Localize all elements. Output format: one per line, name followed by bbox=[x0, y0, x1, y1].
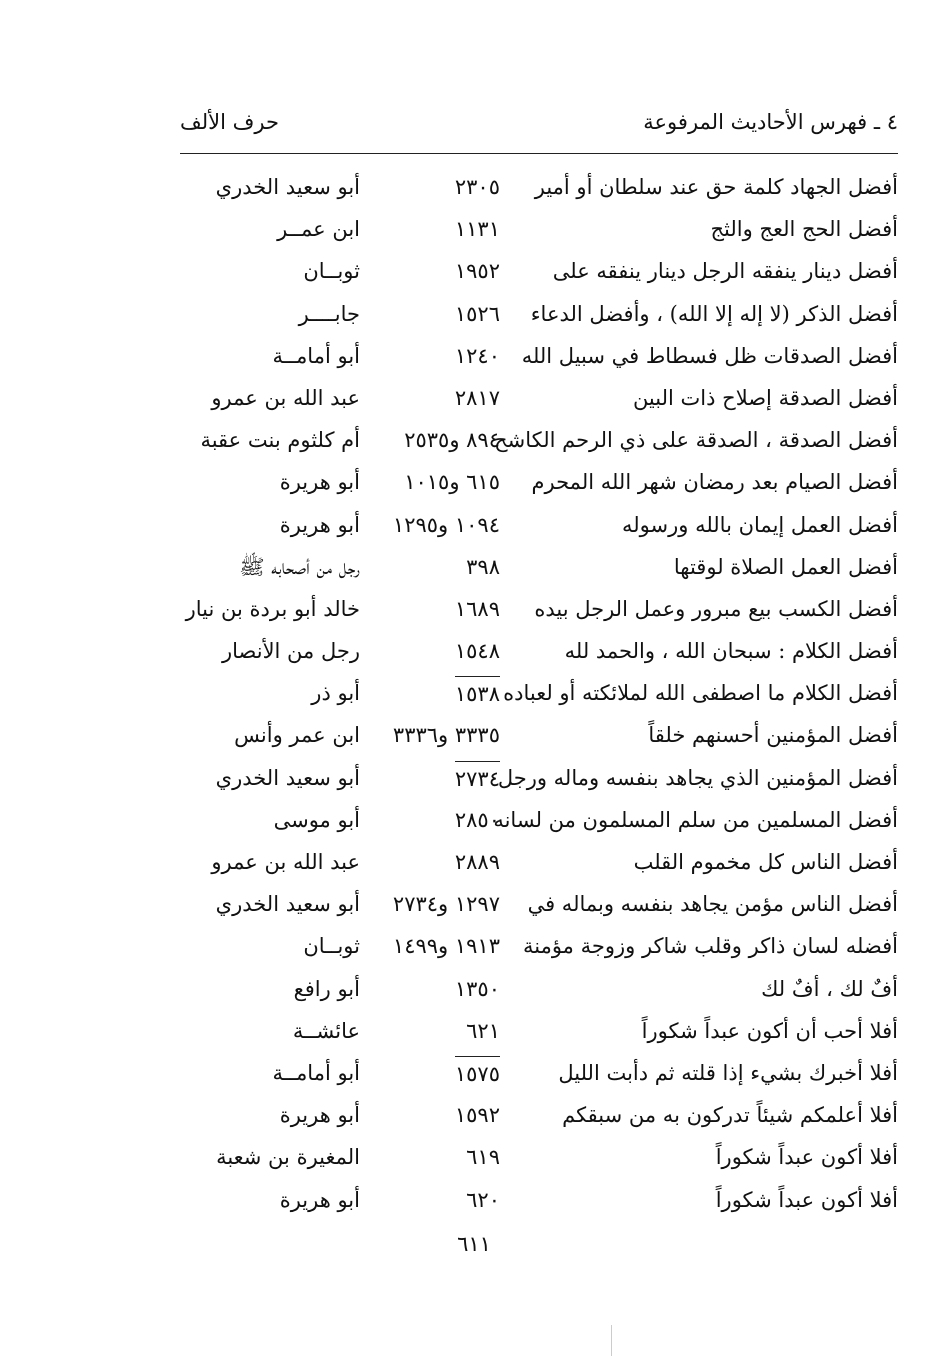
hadith-text: أفضل الجهاد كلمة حق عند سلطان أو أمير bbox=[534, 175, 898, 199]
page-header bbox=[180, 110, 898, 146]
header-rule bbox=[180, 153, 898, 154]
list-item bbox=[150, 714, 898, 756]
hadith-number: ١٦٨٩ bbox=[454, 596, 500, 621]
list-item bbox=[150, 672, 898, 714]
hadith-text: أفٌ لك ، أفٌ لك bbox=[761, 976, 898, 1001]
list-item bbox=[150, 841, 898, 883]
hadith-number: ١١٣١ bbox=[454, 217, 500, 242]
hadith-text: أفضل الصدقة ، الصدقة على ذي الرحم الكاشح bbox=[494, 428, 898, 453]
narrator-name: أبو هريرة bbox=[279, 1187, 360, 1212]
hadith-text: أفلا أخبرك بشيء إذا قلته ثم دأبت الليل bbox=[558, 1060, 898, 1085]
narrator-name: أبو هريرة bbox=[279, 1103, 360, 1128]
hadith-number: ٨٩٤ و٢٥٣٥ bbox=[404, 428, 500, 453]
hadith-text: أفلا أحب أن أكون عبداً شكوراً bbox=[641, 1018, 898, 1043]
hadith-number: ٢٨١٧ bbox=[454, 385, 500, 410]
hadith-number: ١٥٣٨ bbox=[455, 676, 500, 711]
hadith-text: أفلا أعلمكم شيئاً تدركون به من سبقكم bbox=[562, 1103, 898, 1128]
hadith-text: أفضل العمل إيمان بالله ورسوله bbox=[622, 512, 898, 537]
hadith-number: ١٥٤٨ bbox=[454, 639, 500, 664]
hadith-text: أفضل الحج العج والثج bbox=[710, 217, 898, 242]
list-item bbox=[150, 1052, 898, 1094]
narrator-name: أبو موسى bbox=[273, 807, 360, 832]
narrator-name: عائشــة bbox=[292, 1018, 360, 1043]
hadith-number: ١٢٩٧ و٢٧٣٤ bbox=[392, 892, 500, 917]
hadith-text: أفضل الصدقة إصلاح ذات البين bbox=[632, 385, 898, 410]
hadith-text: أفضل المؤمنين أحسنهم خلقاً bbox=[648, 723, 898, 748]
narrator-name: ثوبــان bbox=[303, 934, 360, 959]
list-item bbox=[150, 925, 898, 967]
list-item bbox=[150, 419, 898, 461]
narrator-name: ابن عمــر bbox=[277, 217, 360, 242]
narrator-name: ابن عمر وأنس bbox=[234, 723, 360, 748]
hadith-number: ١٩٥٢ bbox=[454, 259, 500, 284]
list-item bbox=[150, 335, 898, 377]
hadith-number: ٦١٥ و١٠١٥ bbox=[404, 470, 500, 495]
hadith-number: ٦٢٠ bbox=[466, 1187, 500, 1212]
hadith-text: أفلا أكون عبداً شكوراً bbox=[715, 1187, 898, 1212]
hadith-number: ٢٨٨٩ bbox=[454, 850, 500, 874]
list-item bbox=[150, 968, 898, 1010]
hadith-number: ١٢٤٠ bbox=[454, 343, 500, 368]
narrator-name: أم كلثوم بنت عقبة bbox=[200, 428, 360, 453]
hadith-number: ٢٧٣٤ bbox=[455, 761, 500, 796]
hadith-number: ٢٨٥٠ bbox=[454, 807, 500, 832]
narrator-name: أبو أمامــة bbox=[272, 343, 360, 368]
hadith-index-list bbox=[150, 166, 898, 1221]
list-item bbox=[150, 630, 898, 672]
list-item bbox=[150, 546, 898, 588]
hadith-number: ١٥٩٢ bbox=[454, 1103, 500, 1128]
narrator-name: رجل من الأنصار bbox=[221, 639, 360, 664]
scan-mark bbox=[611, 1325, 612, 1356]
hadith-number: ١٩١٣ و١٤٩٩ bbox=[392, 934, 500, 959]
hadith-number: ١٣٥٠ bbox=[454, 976, 500, 1001]
hadith-number: ١٠٩٤ و١٢٩٥ bbox=[392, 512, 500, 537]
narrator-name: أبو سعيد الخدري bbox=[215, 892, 360, 917]
narrator-name: المغيرة بن شعبة bbox=[216, 1145, 360, 1170]
list-item bbox=[150, 588, 898, 630]
hadith-text: أفضل الكلام ما اصطفى الله لملائكته أو لعباده bbox=[503, 681, 898, 706]
hadith-number: ٦١٩ bbox=[466, 1145, 500, 1170]
hadith-text: أفضل الناس مؤمن يجاهد بنفسه وبماله في bbox=[527, 892, 898, 917]
narrator-name: أبو هريرة bbox=[279, 470, 360, 495]
list-item bbox=[150, 504, 898, 546]
narrator-name: أبو سعيد الخدري bbox=[215, 765, 360, 790]
narrator-name: رجل من أصحابه ﷺ bbox=[239, 554, 360, 579]
page-number: ٦١١ bbox=[457, 1232, 491, 1256]
hadith-number: ١٥٢٦ bbox=[454, 301, 500, 326]
list-item bbox=[150, 377, 898, 419]
narrator-name: أبو أمامــة bbox=[272, 1060, 360, 1085]
narrator-name: عبد الله بن عمرو bbox=[211, 850, 360, 874]
section-title: ٤ ـ فهرس الأحاديث المرفوعة bbox=[643, 110, 898, 134]
list-item bbox=[150, 250, 898, 292]
list-item bbox=[150, 1179, 898, 1221]
hadith-text: أفضل دينار ينفقه الرجل دينار ينفقه على bbox=[552, 259, 898, 284]
hadith-text: أفضل الكسب بيع مبرور وعمل الرجل بيده bbox=[534, 596, 898, 621]
list-item bbox=[150, 293, 898, 335]
list-item bbox=[150, 1010, 898, 1052]
narrator-name: ثوبــان bbox=[303, 259, 360, 284]
narrator-name: أبو رافع bbox=[293, 976, 360, 1001]
hadith-text: أفضل الصيام بعد رمضان شهر الله المحرم bbox=[531, 470, 898, 495]
list-item bbox=[150, 461, 898, 503]
narrator-name: أبو سعيد الخدري bbox=[215, 175, 360, 199]
hadith-text: أفلا أكون عبداً شكوراً bbox=[715, 1145, 898, 1170]
narrator-name: خالد أبو بردة بن نيار bbox=[185, 596, 360, 621]
hadith-text: أفضل المسلمين من سلم المسلمون من لسانه bbox=[493, 807, 898, 832]
hadith-number: ٣٣٣٥ و٣٣٣٦ bbox=[392, 723, 500, 748]
narrator-name: جابــــر bbox=[298, 301, 360, 326]
hadith-number: ٣٩٨ bbox=[466, 554, 500, 579]
hadith-text: أفضله لسان ذاكر وقلب شاكر وزوجة مؤمنة bbox=[522, 934, 898, 959]
list-item bbox=[150, 1094, 898, 1136]
list-item bbox=[150, 757, 898, 799]
hadith-text: أفضل المؤمنين الذي يجاهد بنفسه وماله ورجل bbox=[497, 765, 898, 790]
hadith-text: أفضل الكلام : سبحان الله ، والحمد لله bbox=[564, 639, 898, 664]
hadith-number: ١٥٧٥ bbox=[455, 1056, 500, 1091]
narrator-name: أبو هريرة bbox=[279, 512, 360, 537]
hadith-number: ٦٢١ bbox=[466, 1018, 500, 1043]
hadith-number: ٢٣٠٥ bbox=[454, 175, 500, 199]
list-item bbox=[150, 166, 898, 208]
narrator-name: عبد الله بن عمرو bbox=[211, 385, 360, 410]
list-item bbox=[150, 1136, 898, 1178]
list-item bbox=[150, 208, 898, 250]
hadith-text: أفضل الصدقات ظل فسطاط في سبيل الله bbox=[521, 343, 898, 368]
hadith-text: أفضل العمل الصلاة لوقتها bbox=[673, 554, 898, 579]
narrator-name: أبو ذر bbox=[311, 681, 360, 706]
letter-title: حرف الألف bbox=[180, 110, 279, 134]
hadith-text: أفضل الذكر (لا إله إلا الله) ، وأفضل الدعاء bbox=[530, 301, 898, 326]
hadith-text: أفضل الناس كل مخموم القلب bbox=[633, 850, 898, 874]
list-item bbox=[150, 799, 898, 841]
list-item bbox=[150, 883, 898, 925]
